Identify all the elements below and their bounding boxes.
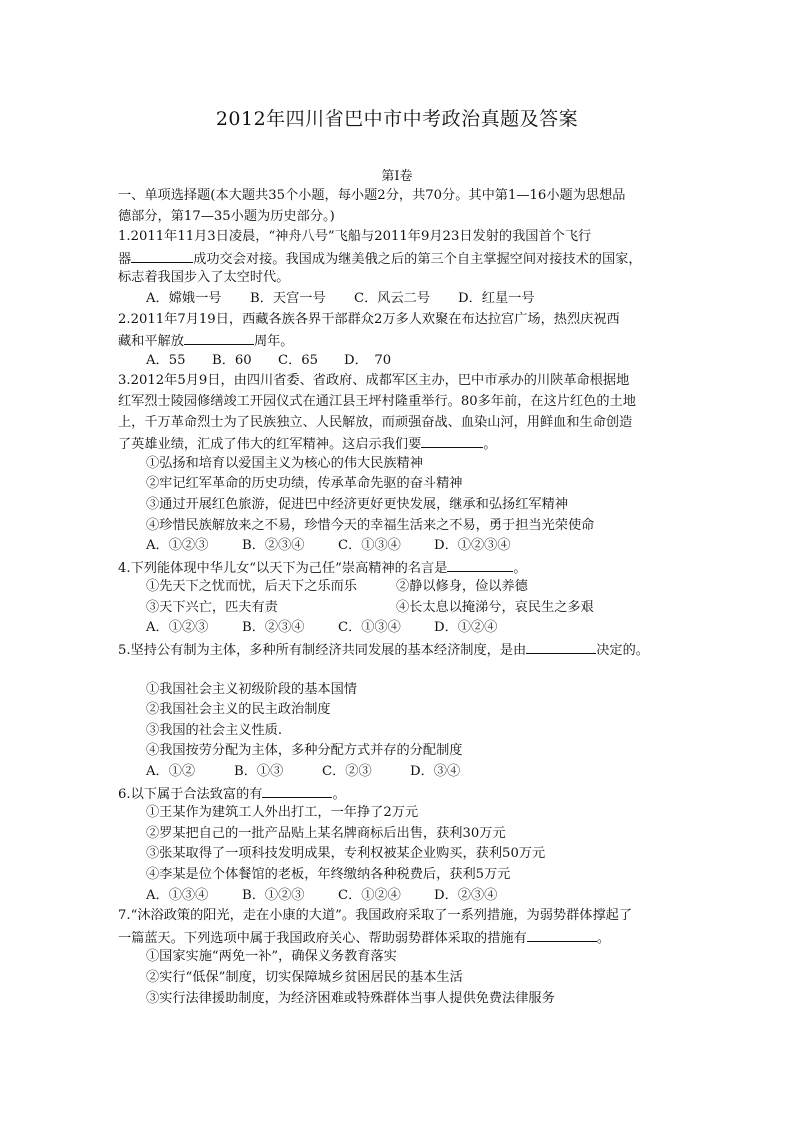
statement-item: ③我国的社会主义性质. <box>146 722 283 738</box>
option-d: D．①②③④ <box>434 538 511 554</box>
statement-item: ③通过开展红色旅游，促进巴中经济更好更快发展，继承和弘扬红军精神 <box>146 496 568 512</box>
statement-item: ②我国社会主义的民主政治制度 <box>146 702 331 718</box>
statement-item: ①我国社会主义初级阶段的基本国情 <box>146 681 357 697</box>
option-c: C．①③④ <box>338 620 401 636</box>
statement-item: ②牢记红军革命的历史功绩，传承革命先驱的奋斗精神 <box>146 476 463 492</box>
question-1-text: 1.2011年11月3日凌晨，“神舟八号”飞船与2011年9月23日发射的我国首个飞行 <box>118 229 592 245</box>
statement-item: ①国家实施“两免一补”，确保义务教育落实 <box>146 949 397 965</box>
instructions-line: 一、单项选择题(本大题共35个小题，每小题2分，共70分。其中第1—16小题为思想品 <box>118 188 626 203</box>
question-6-text <box>118 783 678 804</box>
statement-item: ④我国按劳分配为主体，多种分配方式并存的分配制度 <box>146 743 463 759</box>
statement-item: ③天下兴亡，匹夫有责 <box>146 599 278 615</box>
option-d: D．②③④ <box>434 887 498 903</box>
question-5-options <box>118 762 678 783</box>
option-c: C．①②④ <box>338 887 401 903</box>
option-b: B．天宫一号 <box>250 290 326 306</box>
question-3-text <box>118 433 678 454</box>
answer-blank <box>447 557 513 572</box>
answer-blank <box>421 433 483 448</box>
question-text-part: 决定的。 <box>596 643 649 659</box>
question-2-options <box>118 351 678 372</box>
option-b: B．①③ <box>234 764 284 780</box>
statement-item: ③实行法律援助制度，为经济困难或特殊群体当事人提供免费法律服务 <box>146 990 555 1006</box>
statement-row <box>118 598 678 619</box>
page-title: 2012年四川省巴中市中考政治真题及答案 <box>215 108 579 130</box>
answer-blank <box>526 639 596 654</box>
statement-item: ②罗某把自己的一批产品贴上某名牌商标后出售，获利30万元 <box>146 825 506 841</box>
question-7-text: 7.“沐浴政策的阳光，走在小康的大道”。我国政府采取了一系列措施，为弱势群体撑起了 <box>118 908 632 924</box>
option-b: B．60 <box>212 352 252 368</box>
option-c: C．65 <box>278 352 319 368</box>
option-d: D．红星一号 <box>458 290 535 306</box>
answer-blank <box>131 248 193 263</box>
option-b: B．①②③ <box>242 887 305 903</box>
option-c: C．风云二号 <box>354 290 431 306</box>
answer-blank <box>527 927 597 942</box>
question-text-part: 周年。 <box>253 334 294 350</box>
question-text-part: 。 <box>596 930 610 946</box>
question-6-options <box>118 886 678 907</box>
question-2-text: 2.2011年7月19日，西藏各族各界干部群众2万多人欢聚在布达拉宫广场，热烈庆祝西 <box>118 311 620 327</box>
question-7-text <box>118 927 678 948</box>
option-a: A．嫦娥一号 <box>146 290 222 306</box>
exam-content <box>118 186 678 1009</box>
question-3-options <box>118 536 678 557</box>
question-text-part: 。 <box>483 437 497 453</box>
question-3-text: 红军烈士陵园修缮竣工开园仪式在通江县王坪村隆重举行。80多年前，在这片红色的土地 <box>118 393 636 409</box>
statement-item: ②静以修身，俭以养德 <box>396 579 528 595</box>
option-d: D． 70 <box>344 352 392 368</box>
question-2-text <box>118 330 678 351</box>
question-4-text <box>118 557 678 578</box>
option-c: C．①③④ <box>338 538 401 554</box>
question-text-part: 4.下列能体现中华儿女“以天下为己任”崇高精神的名言是 <box>118 560 448 576</box>
question-text-part: 。 <box>332 786 346 802</box>
question-text-part: 。 <box>513 560 527 576</box>
option-b: B．②③④ <box>242 620 305 636</box>
option-a: A．①②③ <box>146 620 209 636</box>
statement-item: ①王某作为建筑工人外出打工，一年挣了2万元 <box>146 805 419 821</box>
option-a: A．①③④ <box>146 887 209 903</box>
option-a: A．①②③ <box>146 538 209 554</box>
section-heading: 第Ⅰ卷 <box>381 169 413 184</box>
statement-row <box>118 577 678 598</box>
question-4-options <box>118 618 678 639</box>
question-text-part: 了英雄业绩，汇成了伟大的红军精神。这启示我们要 <box>118 437 422 453</box>
option-d: D．③④ <box>410 764 461 780</box>
statement-item: ③张某取得了一项科技发明成果，专利权被某企业购买，获利50万元 <box>146 846 546 862</box>
statement-item: ④李某是位个体餐馆的老板，年终缴纳各种税费后，获利5万元 <box>146 867 511 882</box>
statement-item: ②实行“低保”制度，切实保障城乡贫困居民的基本生活 <box>146 969 463 985</box>
statement-item: ①弘扬和培育以爱国主义为核心的伟大民族精神 <box>146 455 423 471</box>
instructions-line: 德部分，第17—35小题为历史部分。) <box>118 208 335 224</box>
question-text-part: 器 <box>118 251 132 267</box>
option-a: A．55 <box>146 352 186 368</box>
spacer <box>118 660 678 680</box>
question-text-part: 5.坚持公有制为主体，多种所有制经济共同发展的基本经济制度，是由 <box>118 643 527 659</box>
question-3-text: 上，千万革命烈士为了民族独立、人民解放，而顽强奋战、血染山河，用鲜血和生命创造 <box>118 414 633 430</box>
statement-item: ④长太息以掩涕兮，哀民生之多艰 <box>396 599 594 615</box>
option-c: C．②③ <box>322 764 372 780</box>
statement-item: ①先天下之忧而忧，后天下之乐而乐 <box>146 579 357 595</box>
answer-blank <box>262 783 332 798</box>
question-3-text: 3.2012年5月9日，由四川省委、省政府、成都军区主办，巴中市承办的川陕革命根据地 <box>118 373 630 389</box>
question-5-text <box>118 639 678 660</box>
question-1-text: 标志着我国步入了太空时代。 <box>118 270 290 286</box>
option-d: D．①②④ <box>434 620 498 636</box>
question-text-part: 成功交会对接。我国成为继美俄之后的第三个自主掌握空间对接技术的国家， <box>193 251 642 267</box>
question-1-options <box>118 289 678 310</box>
option-b: B．②③④ <box>242 538 305 554</box>
question-1-text <box>118 248 678 269</box>
option-a: A．①② <box>146 764 196 780</box>
question-text-part: 6.以下属于合法致富的有 <box>118 786 263 802</box>
question-text-part: 藏和平解放 <box>118 334 184 350</box>
statement-item: ④珍惜民族解放来之不易，珍惜今天的幸福生活来之不易，勇于担当光荣使命 <box>146 517 595 533</box>
question-text-part: 一篇蓝天。下列选项中属于我国政府关心、帮助弱势群体采取的措施有 <box>118 930 527 946</box>
answer-blank <box>184 330 254 345</box>
